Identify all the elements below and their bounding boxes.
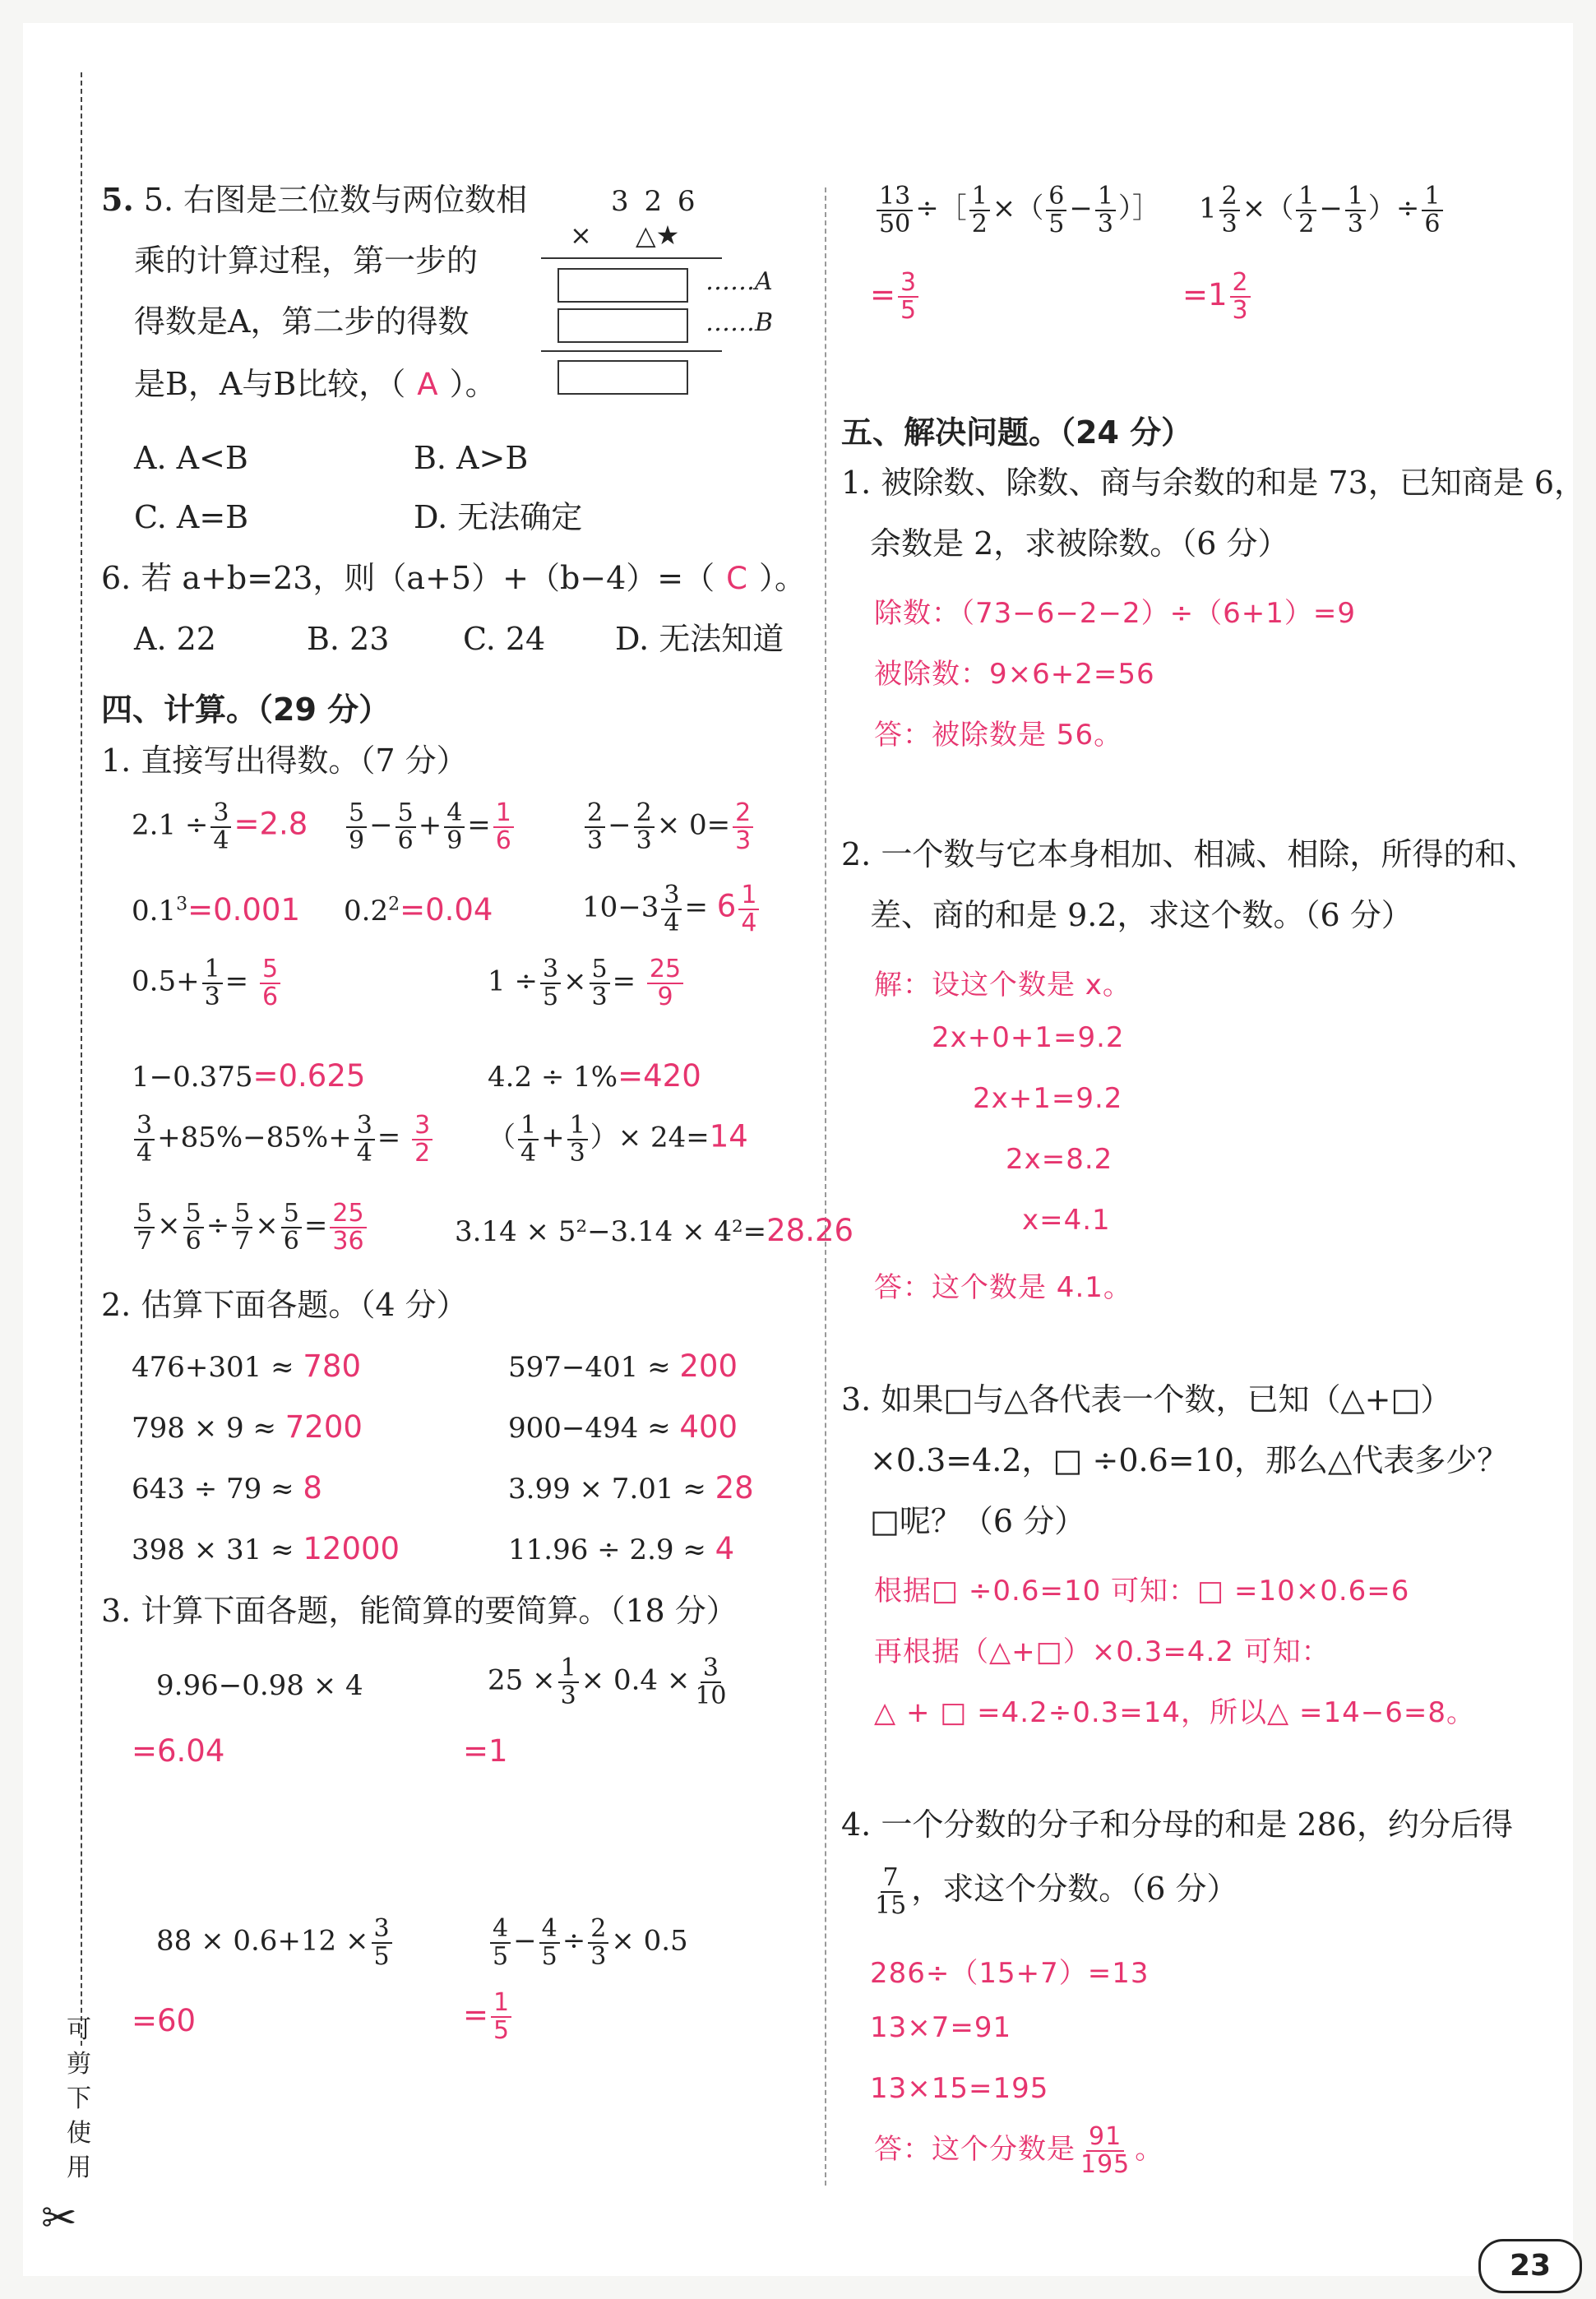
p4-line1: 4. 一个分数的分子和分母的和是 286，约分后得 bbox=[841, 1806, 1513, 1843]
p1-work-1: 除数：（73−6−2−2）÷（6+1）=9 bbox=[874, 597, 1356, 630]
diagram-box-a bbox=[557, 268, 688, 303]
direct-r2c3: 10−3 $\frac{3}{4}$ = 6 $\frac{1}{4}$ bbox=[582, 882, 761, 936]
q6-option-d: D. 无法知道 bbox=[615, 621, 784, 657]
direct-r3c2: 1 ÷ $\frac{3}{5}$ × $\frac{5}{3}$ = $\frac{25}{9}$ bbox=[488, 956, 686, 1010]
direct-r6c1: $\frac{5}{7}$ × $\frac{5}{6}$ ÷ $\frac{5}{7}$ × $\frac{5}{6}$ = $\frac{25}{36}$ bbox=[132, 1200, 369, 1254]
q5-option-c: C. A=B bbox=[134, 499, 249, 535]
calc-f-answer: =1 $\frac{2}{3}$ bbox=[1182, 270, 1253, 323]
q5-line2: 乘的计算过程，第一步的 bbox=[134, 243, 479, 279]
calc-d-answer: = $\frac{1}{5}$ bbox=[463, 1990, 514, 2043]
diagram-label-b: ……B bbox=[705, 308, 774, 337]
p2-work-2: 2x+0+1=9.2 bbox=[932, 1021, 1125, 1054]
scissors-icon: ✂ bbox=[41, 2194, 77, 2243]
diagram-multiplier: △★ bbox=[636, 220, 680, 251]
cut-label: 可 剪 下 使 用 bbox=[67, 2015, 91, 2182]
p2-answer: 答：这个数是 4.1。 bbox=[874, 1271, 1132, 1304]
s4-3-title: 3. 计算下面各题，能简算的要简算。（18 分） bbox=[101, 1593, 738, 1629]
diagram-rule-1 bbox=[541, 257, 722, 259]
direct-r1c1: 2.1 ÷ $\frac{3}{4}$ =2.8 bbox=[132, 798, 308, 855]
worksheet-page bbox=[23, 23, 1586, 2283]
p3-line1: 3. 如果□与△各代表一个数，已知（△+□） bbox=[841, 1381, 1452, 1418]
calc-c-answer: =60 bbox=[132, 2003, 197, 2038]
diagram-multiplicand: 3 2 6 bbox=[611, 185, 699, 218]
direct-r4c1: 1−0.375=0.625 bbox=[132, 1058, 366, 1094]
s4-2-title: 2. 估算下面各题。（4 分） bbox=[101, 1287, 468, 1323]
calc-e: $\frac{13}{50}$ ÷［ $\frac{1}{2}$ ×（ $\frac{6}{5}$ − $\frac{1}{3}$ ）］ bbox=[874, 183, 1160, 237]
p3-work-1: 根据□ ÷0.6=10 可知：□ =10×0.6=6 bbox=[874, 1575, 1410, 1607]
q5-option-b: B. A>B bbox=[414, 440, 529, 476]
q5-option-d: D. 无法确定 bbox=[414, 499, 583, 535]
p1-work-2: 被除数：9×6+2=56 bbox=[874, 658, 1155, 691]
cut-line bbox=[81, 72, 82, 2046]
calc-d: $\frac{4}{5}$ − $\frac{4}{5}$ ÷ $\frac{2}{3}$ × 0.5 bbox=[488, 1916, 688, 1969]
estimate-6: 3.99 × 7.01 ≈ 28 bbox=[508, 1470, 754, 1506]
estimate-4: 900−494 ≈ 400 bbox=[508, 1409, 738, 1445]
p2-work-3: 2x+1=9.2 bbox=[973, 1082, 1123, 1115]
p4-work-3: 13×15=195 bbox=[870, 2072, 1049, 2105]
p3-work-3: △ + □ =4.2÷0.3=14，所以△ =14−6=8。 bbox=[874, 1696, 1476, 1729]
column-divider bbox=[825, 187, 826, 2186]
estimate-3: 798 × 9 ≈ 7200 bbox=[132, 1409, 363, 1445]
q5-line3: 得数是A，第二步的得数 bbox=[134, 303, 470, 340]
p4-work-1: 286÷（15+7）=13 bbox=[870, 1957, 1150, 1990]
diagram-rule-2 bbox=[541, 350, 722, 352]
q5-line4: 是B，A与B比较，（ A ）。 bbox=[134, 366, 497, 402]
q6-option-b: B. 23 bbox=[307, 621, 390, 657]
p3-line2: ×0.3=4.2，□ ÷0.6=10，那么△代表多少？ bbox=[870, 1442, 1509, 1478]
estimate-1: 476+301 ≈ 780 bbox=[132, 1348, 362, 1384]
section-5-title: 五、解决问题。（24 分） bbox=[841, 414, 1193, 451]
p2-work-5: x=4.1 bbox=[1022, 1204, 1111, 1237]
calc-c: 88 × 0.6+12 × $\frac{3}{5}$ bbox=[156, 1916, 395, 1969]
calc-b-answer: =1 bbox=[463, 1733, 508, 1769]
p1-line1: 1. 被除数、除数、商与余数的和是 73，已知商是 6， bbox=[841, 465, 1586, 501]
p2-work-1: 解：设这个数是 x。 bbox=[874, 969, 1131, 1001]
direct-r6c2: 3.14 × 5²−3.14 × 4²=28.26 bbox=[455, 1213, 854, 1248]
estimate-7: 398 × 31 ≈ 12000 bbox=[132, 1531, 400, 1566]
q6-option-c: C. 24 bbox=[463, 621, 546, 657]
direct-r2c1: $0.1^3=0.001$ bbox=[132, 892, 301, 927]
calc-e-answer: = $\frac{3}{5}$ bbox=[870, 270, 921, 323]
p2-line1: 2. 一个数与它本身相加、相减、相除，所得的和、 bbox=[841, 836, 1538, 872]
q5-option-a: A. A<B bbox=[134, 440, 248, 476]
p1-answer: 答：被除数是 56。 bbox=[874, 719, 1123, 752]
estimate-8: 11.96 ÷ 2.9 ≈ 4 bbox=[508, 1531, 735, 1566]
diagram-label-a: ……A bbox=[705, 267, 773, 296]
direct-r1c2: $\frac{5}{9}$ − $\frac{5}{6}$ + $\frac{4}{9}$ = $\frac{1}{6}$ bbox=[344, 800, 516, 853]
q6-stem: 6. 若 a+b=23，则（a+5）+（b−4）=（ C ）。 bbox=[101, 560, 806, 596]
q5-answer: A bbox=[417, 367, 438, 402]
diagram-box-b bbox=[557, 308, 688, 343]
p2-work-4: 2x=8.2 bbox=[1006, 1143, 1113, 1176]
calc-a: 9.96−0.98 × 4 bbox=[156, 1669, 363, 1702]
s4-1-title: 1. 直接写出得数。（7 分） bbox=[101, 742, 468, 779]
direct-r3c1: 0.5+ $\frac{1}{3}$ = $\frac{5}{6}$ bbox=[132, 956, 283, 1010]
direct-r2c2: $0.2^2=0.04$ bbox=[344, 892, 493, 927]
estimate-2: 597−401 ≈ 200 bbox=[508, 1348, 738, 1384]
direct-r5c2: （ $\frac{1}{4}$ + $\frac{1}{3}$ ）× 24=14 bbox=[488, 1111, 748, 1168]
p4-answer: 答：这个分数是 $\frac{91}{195}$ 。 bbox=[874, 2122, 1164, 2179]
p1-line2: 余数是 2，求被除数。（6 分） bbox=[870, 525, 1289, 562]
p4-line2: $\frac{7}{15}$ ，求这个分数。（6 分） bbox=[875, 1863, 1238, 1920]
calc-a-answer: =6.04 bbox=[132, 1733, 225, 1769]
p4-work-2: 13×7=91 bbox=[870, 2011, 1012, 2044]
diagram-box-result bbox=[557, 360, 688, 395]
estimate-5: 643 ÷ 79 ≈ 8 bbox=[132, 1470, 322, 1506]
q6-option-a: A. 22 bbox=[134, 621, 216, 657]
p2-line2: 差、商的和是 9.2，求这个数。（6 分） bbox=[870, 897, 1413, 933]
direct-r5c1: $\frac{3}{4}$ +85%−85%+ $\frac{3}{4}$ = $\frac{3}{2}$ bbox=[132, 1112, 435, 1166]
diagram-times: × bbox=[570, 220, 592, 251]
direct-r1c3: $\frac{2}{3}$ − $\frac{2}{3}$ × 0= $\frac{2}{3}$ bbox=[582, 800, 756, 853]
p3-work-2: 再根据（△+□）×0.3=4.2 可知： bbox=[874, 1635, 1330, 1668]
calc-b: 25 × $\frac{1}{3}$ × 0.4 × $\frac{3}{10}$ bbox=[488, 1654, 727, 1710]
page-number: 23 bbox=[1478, 2239, 1582, 2293]
q6-answer: C bbox=[726, 561, 747, 596]
direct-r4c2: 4.2 ÷ 1%=420 bbox=[488, 1058, 701, 1094]
calc-f: 1 $\frac{2}{3}$ ×（ $\frac{1}{2}$ − $\frac{1}{3}$ ）÷ $\frac{1}{6}$ bbox=[1199, 183, 1446, 237]
q5-line1: 5. 5. 右图是三位数与两位数相 bbox=[101, 181, 528, 218]
section-4-title: 四、计算。（29 分） bbox=[101, 692, 391, 728]
p3-line3: □呢？（6 分） bbox=[870, 1503, 1086, 1539]
